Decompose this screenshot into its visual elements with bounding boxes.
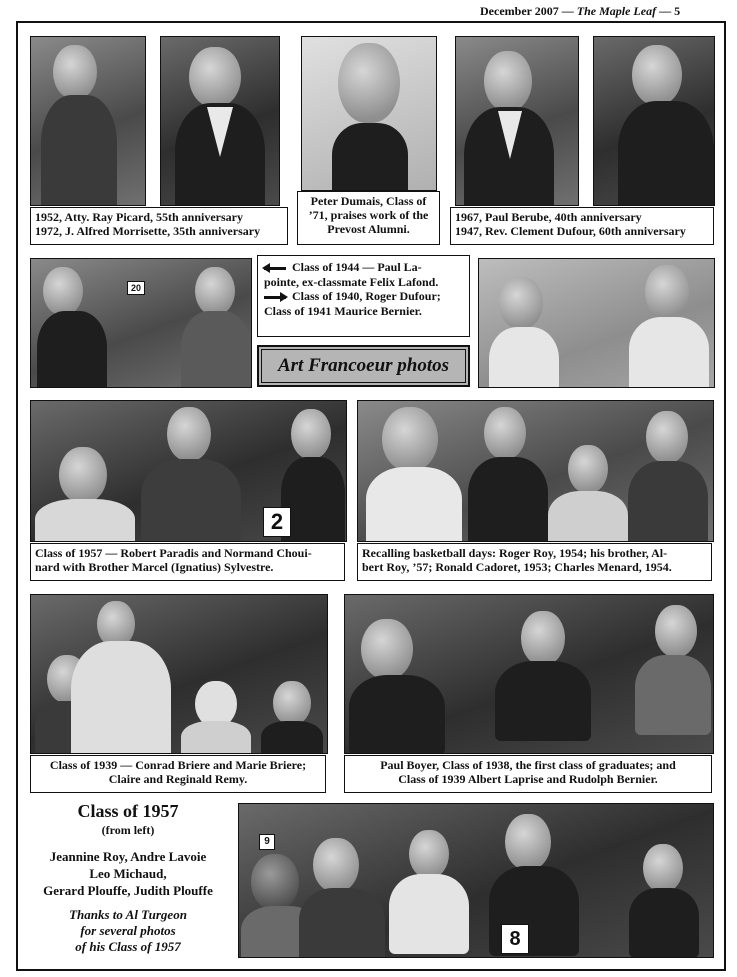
- photo-peter-dumais: [301, 36, 437, 191]
- photo-ray-picard: [30, 36, 146, 206]
- table-number-card: 20: [127, 281, 145, 295]
- class-1957-subtitle: (from left): [101, 823, 155, 837]
- photo-thanks-note: Thanks to Al Turgeon for several photos of his Class of 1957: [69, 907, 187, 954]
- photo-class-1957-group: [238, 803, 714, 958]
- photo-clement-dufour: [593, 36, 715, 206]
- photo-class-1939-briere-remy: [30, 594, 328, 754]
- caption-peter-dumais: Peter Dumais, Class of ’71, praises work of the Prevost Alumni.: [297, 191, 440, 245]
- issue-date: December 2007: [480, 4, 559, 18]
- photo-basketball-days: [357, 400, 714, 542]
- arrow-left-icon: [264, 264, 286, 272]
- caption-class-1938-1939: Paul Boyer, Class of 1938, the first class of graduates; and Class of 1939 Albert Laprise and Rudolph Bernier.: [344, 755, 712, 793]
- table-number-card: 2: [263, 507, 291, 537]
- arrow-right-icon: [264, 293, 286, 301]
- photo-credit: Art Francoeur photos: [257, 345, 470, 387]
- photo-class-1944: [30, 258, 252, 388]
- photo-paul-berube: [455, 36, 579, 206]
- info-box-class-1944-1940: Class of 1944 — Paul La- pointe, ex-classmate Felix Lafond. Class of 1940, Roger Dufour; Class of 1941 Maurice Bernier.: [257, 255, 470, 337]
- caption-class-1939-briere-remy: Class of 1939 — Conrad Briere and Marie Briere; Claire and Reginald Remy.: [30, 755, 326, 793]
- publication-name: The Maple Leaf: [576, 4, 657, 18]
- photo-class-1938-1939: [344, 594, 714, 754]
- caption-picard-morrisette: 1952, Atty. Ray Picard, 55th anniversary 1972, J. Alfred Morrisette, 35th anniversary: [30, 207, 288, 245]
- photo-class-1957-paradis: [30, 400, 347, 542]
- caption-class-1957-paradis: Class of 1957 — Robert Paradis and Normand Choui- nard with Brother Marcel (Ignatius) Sylvestre.: [30, 543, 345, 581]
- caption-basketball-days: Recalling basketball days: Roger Roy, 1954; his brother, Al- bert Roy, ’57; Ronald Cadoret, 1953; Charles Menard, 1954.: [357, 543, 712, 581]
- photo-class-1940-1941: [478, 258, 715, 388]
- page-header: December 2007 — The Maple Leaf — 5: [480, 4, 681, 18]
- class-1957-title: Class of 1957: [77, 801, 179, 821]
- table-number-card: 8: [501, 924, 529, 954]
- table-number-card: 9: [259, 834, 275, 850]
- class-1957-text-block: [28, 800, 228, 955]
- class-1957-names: Jeannine Roy, Andre Lavoie Leo Michaud, Gerard Plouffe, Judith Plouffe: [43, 849, 213, 898]
- caption-berube-dufour: 1967, Paul Berube, 40th anniversary 1947, Rev. Clement Dufour, 60th anniversary: [450, 207, 714, 245]
- photo-alfred-morrisette: [160, 36, 280, 206]
- page-number: 5: [674, 4, 681, 18]
